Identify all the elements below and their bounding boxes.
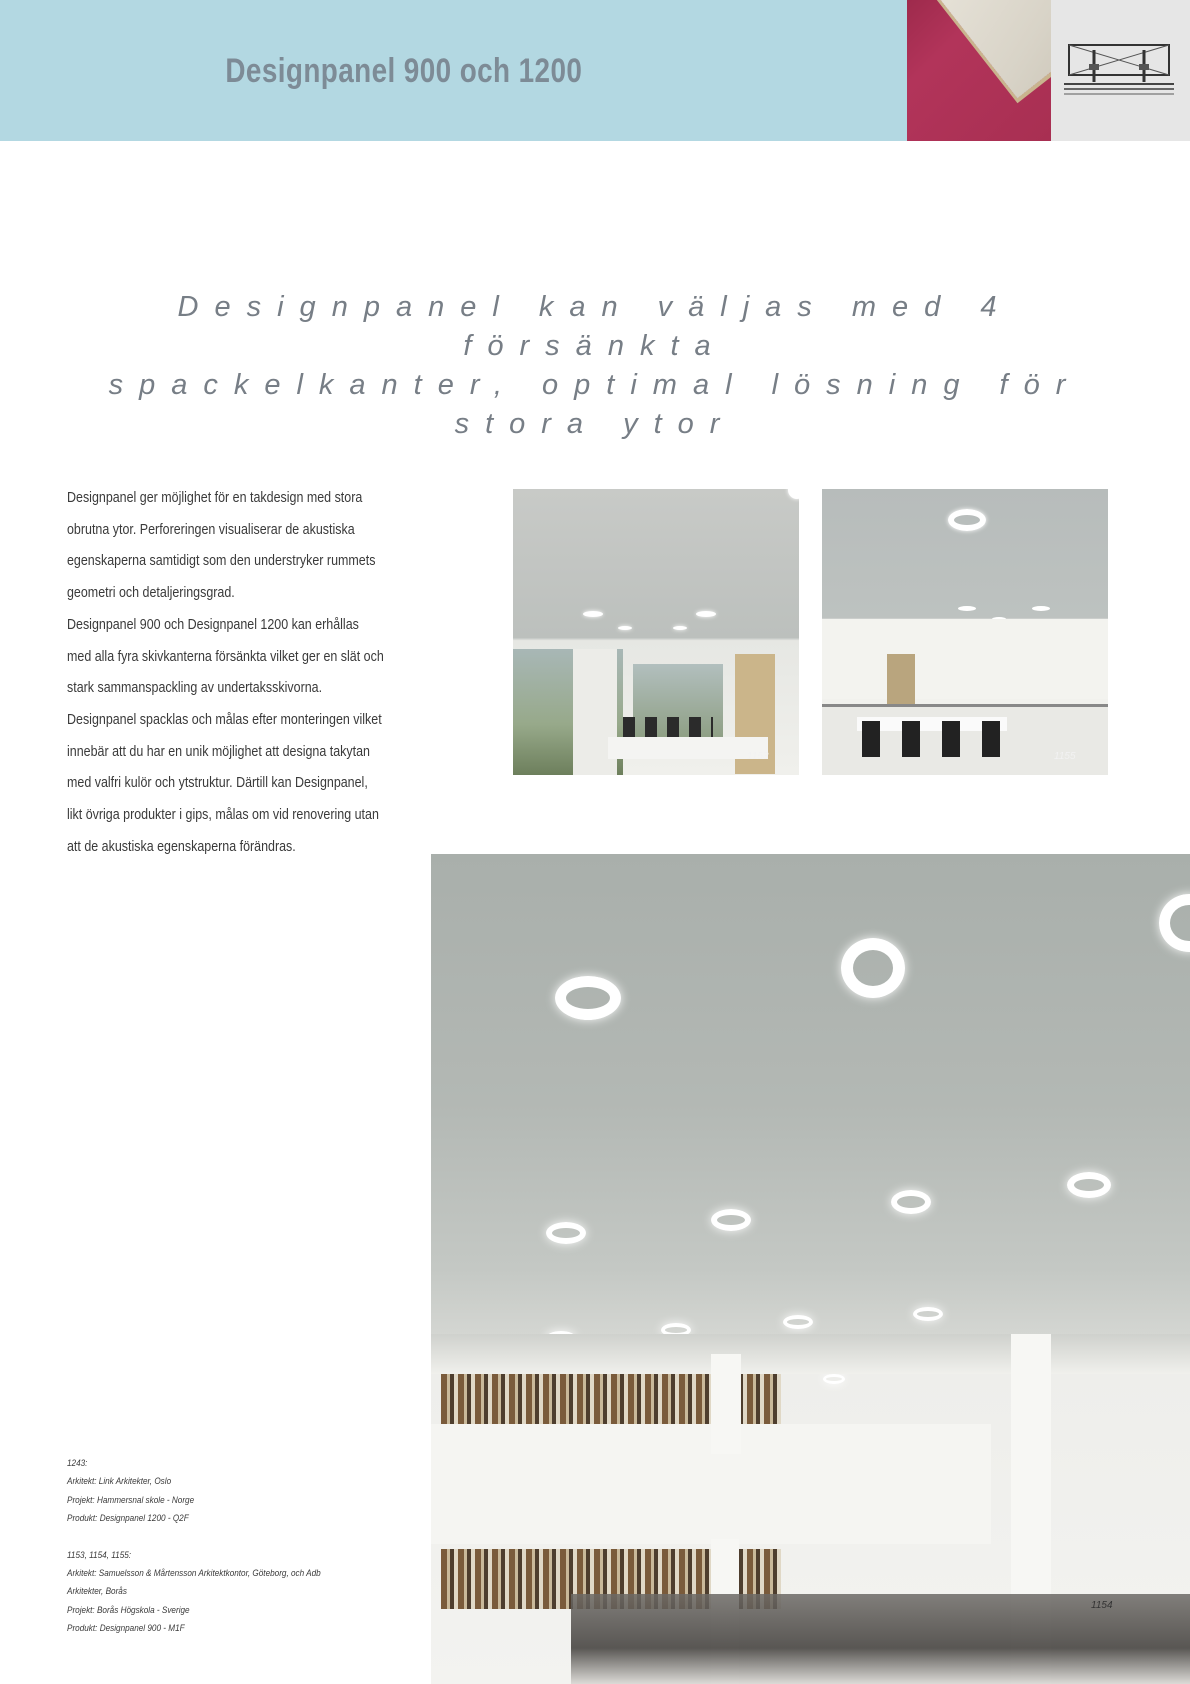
ring-light (711, 1209, 751, 1231)
chairs (862, 721, 1012, 757)
ceiling-light (673, 626, 687, 630)
credit-line: Projekt: Borås Högskola - Sverige (67, 1604, 190, 1616)
ceiling-light (696, 611, 716, 617)
ring-light (891, 1190, 931, 1214)
body-paragraph-3: Designpanel spacklas och målas efter monteringen vilket innebär att du har en unik möjlighet att designa takytan med valfri kulör och ytstruktur. Därtill kan Designpanel, likt övriga produkter i gips, målas om vid renovering utan att de akustiska egenskaperna förändras. (67, 711, 382, 855)
photo-1155 (822, 489, 1108, 775)
credit-line: Projekt: Hammersnal skole - Norge (67, 1494, 195, 1506)
ring-light (913, 1307, 943, 1321)
ceiling-light (618, 626, 632, 630)
page-title: Designpanel 900 och 1200 (225, 52, 582, 90)
ring-light (1159, 894, 1190, 952)
body-text (67, 483, 385, 863)
credit-line: 1243: (67, 1458, 88, 1469)
ring-light (1067, 1172, 1111, 1198)
credit-line: Produkt: Designpanel 1200 - Q2F (67, 1513, 189, 1525)
table (608, 737, 768, 759)
panel-board-image (925, 0, 1051, 98)
photo-1154 (431, 854, 1190, 1684)
photo-number: 1155 (1054, 751, 1076, 762)
ring-light (841, 938, 905, 998)
wall (822, 619, 1108, 699)
ceiling-light (958, 606, 976, 611)
ring-light (823, 1374, 845, 1384)
photo-number: 1154 (1091, 1600, 1113, 1611)
ceiling-light (583, 611, 603, 617)
header-band (0, 0, 907, 141)
ceiling-light (1032, 606, 1050, 611)
ceiling-suspension-diagram-icon (1051, 0, 1190, 141)
chairs (623, 717, 713, 739)
suspension-diagram-svg (1064, 40, 1174, 98)
credit-line: Arkitekt: Link Arkitekter, Oslo (67, 1476, 172, 1488)
ring-light (555, 976, 621, 1020)
body-paragraph-1: Designpanel ger möjlighet för en takdesign med stora obrutna ytor. Perforeringen visualiserar de akustiska egenskaperna samtidigt som den understryker rummets geometri och detaljeringsgrad. (67, 490, 376, 602)
panel-edge-photo (907, 0, 1051, 141)
ring-light (546, 1222, 586, 1244)
column (711, 1354, 741, 1454)
doorway (887, 654, 915, 709)
tagline-line-1: Designpanel kan väljas med 4 försänkta (177, 291, 1013, 362)
ring-light (783, 1315, 813, 1329)
photo-number: 1153 (747, 751, 769, 762)
ceiling-edge (431, 1334, 1190, 1374)
ceiling-light (788, 489, 799, 499)
photo-1153 (513, 489, 799, 775)
spacer (67, 1529, 351, 1547)
credit-line: 1153, 1154, 1155: (67, 1549, 132, 1561)
tagline-line-2: spackelkanter, optimal lösning för stora ytor (108, 369, 1082, 440)
credit-line: Produkt: Designpanel 900 - M1F (67, 1623, 185, 1635)
credit-line: Arkitekt: Samuelsson & Mårtensson Arkitektkontor, Göteborg, och Adb Arkitekter, Borås (67, 1568, 321, 1598)
ring-light (948, 509, 986, 531)
body-paragraph-2: Designpanel 900 och Designpanel 1200 kan erhållas med alla fyra skivkanterna försänkta vilket ger en slät och stark sammanspackling av undertaksskivorna. (67, 616, 384, 697)
photo-credits (67, 1455, 351, 1639)
tagline (60, 288, 1130, 444)
